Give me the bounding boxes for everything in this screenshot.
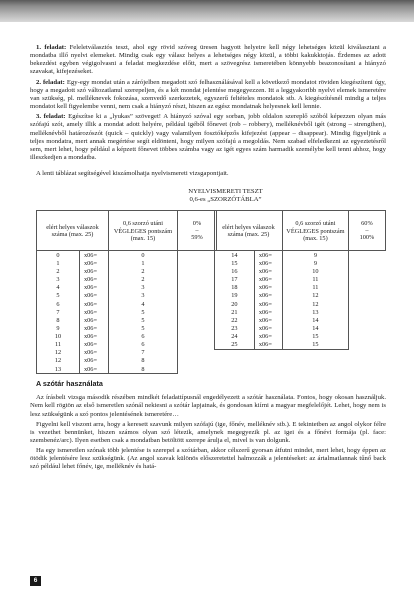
final-score: 7 [109, 349, 178, 357]
column-header-score: 0,6 szorzó utáni VÉGLEGES pontszám (max. 15) [282, 211, 348, 251]
multiplier-label: x06= [254, 276, 282, 284]
final-score: 8 [109, 365, 178, 374]
multiplier-label: x06= [80, 251, 109, 260]
answer-count: 8 [37, 316, 80, 324]
multiplier-label: x06= [80, 276, 109, 284]
multiplier-label: x06= [254, 292, 282, 300]
answer-count: 18 [215, 284, 255, 292]
table-row [37, 300, 217, 308]
answer-count: 19 [215, 292, 255, 300]
final-score: 8 [109, 357, 178, 365]
table-row [215, 316, 386, 324]
task-text: Egészítse ki a „lyukas” szöveget! A hiányzó szóval egy sorban, jobb oldalon szereplő szóból képezzen olyan más szófajú szót, amely illik a mondat adott helyére, például igéből főnevet (rob – robbery), melléknévből igét (strong – strengthen), melléknévből határozószót (quick – quickly) vagy valamilyen fosztóképzős kifejezést (appear – disappear). Mindig figyeljünk a teljes mondatra, mert annak megértése segít eldönteni, hogy milyen szófajú a megoldás. Nem szabad elfeledkezni az egyeztetésről sem, mert lehet, hogy például a képzett főnevet többes számba vagy az igét egyes szám harmadik személybe kell tenni ahhoz, hogy illeszkedjen a mondatba. [30, 113, 386, 162]
score-table-right [214, 210, 386, 350]
table-row [215, 259, 386, 267]
percentage-low: 0% [192, 219, 202, 227]
final-score: 13 [282, 308, 348, 316]
final-score: 5 [109, 308, 178, 316]
answer-count: 21 [215, 308, 255, 316]
answer-count: 9 [37, 324, 80, 332]
multiplier-label: x06= [254, 259, 282, 267]
final-score: 14 [282, 316, 348, 324]
multiplier-label: x06= [80, 284, 109, 292]
section-title: A szótár használata [36, 379, 103, 389]
final-score: 15 [282, 341, 348, 350]
final-score: 2 [109, 276, 178, 284]
section-paragraph: Figyelni kell viszont arra, hogy a keresett szavunk milyen szófajú (ige, főnév, melléknév stb.). E tekintetben az angol olykor félre is vezethet bennünket, hiszen számos olyan szó létezik, amelynek megegyezik pl. az igei és a főnévi formája (pl. face: szembenéz/arc). Ilyen esetben csak a mondatban betöltött szerepe árulja el, mivel is van dolgunk. [30, 420, 386, 444]
table-row [37, 276, 217, 284]
score-table-left [36, 210, 217, 374]
table-row [37, 333, 217, 341]
table-row [215, 267, 386, 275]
multiplier-label: x06= [80, 267, 109, 275]
answer-count: 20 [215, 300, 255, 308]
answer-count: 15 [215, 259, 255, 267]
table-row [215, 341, 386, 350]
table-row [215, 251, 386, 260]
task-label: 3. feladat: [36, 113, 66, 121]
final-score: 6 [109, 341, 178, 349]
multiplier-label: x06= [254, 251, 282, 260]
final-score: 6 [109, 333, 178, 341]
multiplier-label: x06= [80, 333, 109, 341]
table-row [215, 276, 386, 284]
multiplier-label: x06= [80, 357, 109, 365]
page-content [30, 44, 386, 474]
task-label: 2. feladat: [36, 78, 65, 86]
percentage-high: 100% [359, 234, 375, 242]
section-paragraph: Ha egy ismeretlen szónak több jelentése is szerepel a szótárban, akkor célszerű gyorsan átfutni mindet, mert lehet, hogy éppen az ötödik jelentésére lesz szükségünk. (Az angol szavak különös előszeretettel halmozzák a jelentéseket: az ártalmatlannak tűnő back szó például lehet főnév, ige, melléknév és hatá- [30, 447, 386, 471]
answer-count: 5 [37, 292, 80, 300]
multiplier-label: x06= [80, 259, 109, 267]
table-row [215, 333, 386, 341]
final-score: 3 [109, 284, 178, 292]
multiplier-label: x06= [80, 300, 109, 308]
table-row [37, 292, 217, 300]
answer-count: 0 [37, 251, 80, 260]
final-score: 15 [282, 333, 348, 341]
table-row [37, 324, 217, 332]
answer-count: 22 [215, 316, 255, 324]
answer-count: 2 [37, 267, 80, 275]
multiplier-label: x06= [80, 292, 109, 300]
final-score: 9 [282, 259, 348, 267]
answer-count: 12 [37, 357, 80, 365]
task-label: 1. feladat: [36, 44, 67, 51]
column-header-answers: elért helyes válaszok száma (max. 25) [37, 211, 109, 251]
percentage-separator: – [365, 227, 369, 235]
answer-count: 14 [215, 251, 255, 260]
answer-count: 6 [37, 300, 80, 308]
table-row [215, 292, 386, 300]
column-header-answers: elért helyes válaszok száma (max. 25) [215, 211, 283, 251]
final-score: 5 [109, 316, 178, 324]
answer-count: 25 [215, 341, 255, 350]
table-row [37, 341, 217, 349]
multiplier-label: x06= [80, 365, 109, 374]
multiplier-label: x06= [80, 341, 109, 349]
answer-count: 16 [215, 267, 255, 275]
section-paragraph: Az írásbeli vizsga második részében mindkét feladattípusnál engedélyezett a szótár használata. Fontos, hogy okosan használjuk. Nem kell rögtön az első ismeretlen szónál nekiesni a szótár lapjainak, és gondosan kiírni a magyar megfelelőjét. Lehet, hogy nem is lesz szükségünk a szó pontos jelentésének ismeretére… [30, 394, 386, 418]
table-row [215, 300, 386, 308]
answer-count: 23 [215, 324, 255, 332]
multiplier-label: x06= [80, 349, 109, 357]
task-text: Egy-egy mondat után a zárójelben megadott szó felhasználásával kell a következő mondatot röviden kiegészíteni úgy, hogy a megadott szó változatlanul szerepeljen, és a két mondat jelentése megegyezzen. Itt a leggyakoribb nyelvi elemek ismeretére van szükség, pl. melléknevek fokozása, szenvedő szerkezetek, egyszerű feltételes mondatok stb. A kiegészítésnél mindig a teljes mondatot kell figyelembe venni, nem csak a hiányzó részt, hiszen az egész mondatnak helyesnek kell lennie. [30, 78, 386, 111]
final-score: 11 [282, 276, 348, 284]
table-row [215, 308, 386, 316]
task-3-paragraph [30, 113, 386, 162]
table-row [37, 284, 217, 292]
test-subtitle: 0,6-es „SZORZÓTÁBLA” [189, 196, 262, 204]
page-number: 6 [30, 576, 41, 586]
multiplier-label: x06= [254, 308, 282, 316]
task-text: Feleletválasztós teszt, ahol egy rövid szóveg üresen hagyott helyeire kell négy lehetséges közül kiválasztani a mondatba illő nyelvi elemeket. Mindig csak egy válasz helyes a lehetséges négy közül, a többi kakukktojás. Érdemes az adott bekezdést egyben végigolvasni a feladat megkezdése előtt, mert a szövegrész ismeretében könnyebb beazonosítani a hiányzó szavakat, kifejezéseket. [30, 44, 386, 76]
score-tables [30, 210, 386, 375]
percentage-high: 59% [191, 234, 203, 242]
answer-count: 10 [37, 333, 80, 341]
answer-count: 12 [37, 349, 80, 357]
multiplier-label: x06= [254, 341, 282, 350]
table-row [37, 259, 217, 267]
final-score: 5 [109, 324, 178, 332]
multiplier-label: x06= [80, 324, 109, 332]
final-score: 11 [282, 284, 348, 292]
test-title: NYELVISMERETI TESZT [188, 188, 263, 196]
percentage-range [178, 211, 217, 251]
multiplier-label: x06= [254, 316, 282, 324]
answer-count: 3 [37, 276, 80, 284]
multiplier-label: x06= [254, 324, 282, 332]
answer-count: 4 [37, 284, 80, 292]
final-score: 0 [109, 251, 178, 260]
final-score: 4 [109, 300, 178, 308]
multiplier-label: x06= [80, 316, 109, 324]
table-row [215, 324, 386, 332]
table-row [37, 316, 217, 324]
multiplier-label: x06= [80, 308, 109, 316]
task-1-paragraph [30, 44, 386, 77]
column-header-score: 0,6 szorzó utáni VÉGLEGES pontszám (max. 15) [109, 211, 178, 251]
multiplier-label: x06= [254, 284, 282, 292]
answer-count: 13 [37, 365, 80, 374]
answer-count: 17 [215, 276, 255, 284]
final-score: 3 [109, 292, 178, 300]
percentage-low: 60% [361, 219, 373, 227]
percentage-range [348, 211, 385, 251]
table-row [37, 349, 217, 357]
percentage-separator: – [195, 227, 199, 235]
final-score: 14 [282, 324, 348, 332]
table-row [37, 267, 217, 275]
answer-count: 11 [37, 341, 80, 349]
table-row [37, 251, 217, 260]
final-score: 10 [282, 267, 348, 275]
final-score: 1 [109, 259, 178, 267]
multiplier-label: x06= [254, 300, 282, 308]
multiplier-label: x06= [254, 267, 282, 275]
table-intro: A lenti táblázat segítségével kiszámolhatja nyelvismereti vizsgapontjait. [36, 170, 229, 178]
answer-count: 1 [37, 259, 80, 267]
final-score: 2 [109, 267, 178, 275]
header-band [0, 0, 414, 22]
answer-count: 24 [215, 333, 255, 341]
table-row [37, 357, 217, 365]
task-2-paragraph [30, 79, 386, 112]
table-row [37, 308, 217, 316]
final-score: 9 [282, 251, 348, 260]
table-row [215, 284, 386, 292]
answer-count: 7 [37, 308, 80, 316]
final-score: 12 [282, 292, 348, 300]
final-score: 12 [282, 300, 348, 308]
multiplier-label: x06= [254, 333, 282, 341]
table-row [37, 365, 217, 374]
